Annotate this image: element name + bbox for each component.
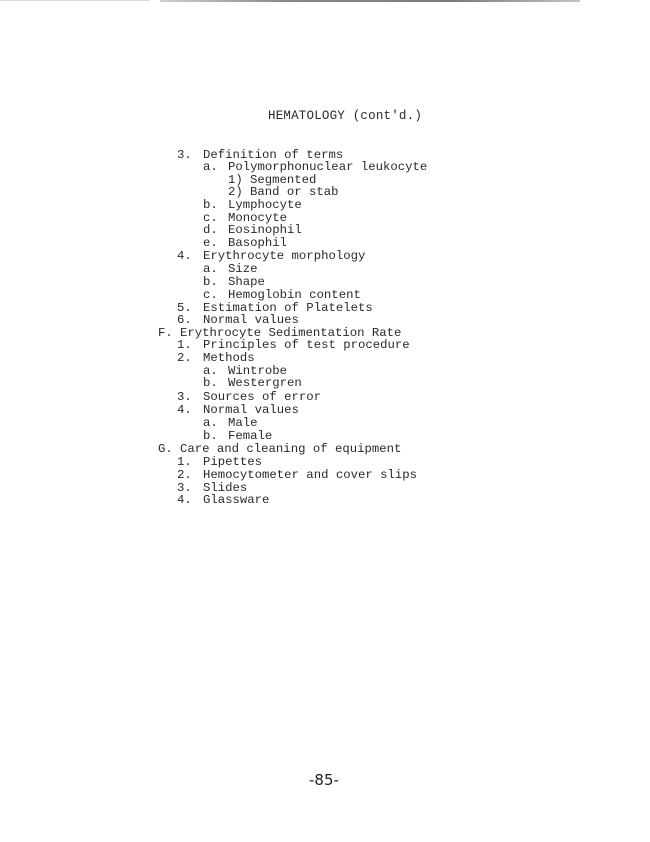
outline-text: Hemocytometer and cover slips	[203, 468, 418, 482]
outline-marker: 5.	[177, 301, 192, 315]
outline-text: Definition of terms	[203, 148, 344, 162]
outline-marker: a.	[203, 416, 218, 430]
outline-text: Female	[228, 429, 273, 443]
outline-text: Polymorphonuclear leukocyte	[228, 160, 428, 174]
scan-top-border	[160, 0, 580, 2]
outline-text: Wintrobe	[228, 364, 288, 378]
outline-text: Slides	[203, 481, 248, 495]
outline-text: Basophil	[228, 236, 288, 250]
outline-text: Sources of error	[203, 390, 322, 404]
outline-text: Normal values	[203, 403, 299, 417]
outline-text: Estimation of Platelets	[203, 301, 373, 315]
outline-marker: 2.	[177, 351, 192, 365]
outline-text: Methods	[203, 351, 255, 365]
outline-marker: 3.	[177, 148, 192, 162]
outline-marker: 1.	[177, 455, 192, 469]
outline-text: Glassware	[203, 493, 270, 507]
outline-text: Pipettes	[203, 455, 263, 469]
outline-marker: e.	[203, 236, 218, 250]
page-number: -85-	[309, 771, 339, 789]
outline-text: Monocyte	[228, 211, 288, 225]
outline-marker: b.	[203, 429, 218, 443]
outline-text: Westergren	[228, 376, 302, 390]
outline-text: Band or stab	[250, 185, 339, 199]
outline-text: Care and cleaning of equipment	[180, 442, 402, 456]
outline-marker: 2)	[228, 185, 243, 199]
scan-edge-mark	[0, 0, 150, 1]
outline-marker: 4.	[177, 249, 192, 263]
outline-text: Eosinophil	[228, 223, 302, 237]
outline-marker: G.	[158, 442, 173, 456]
outline-text: Principles of test procedure	[203, 338, 410, 352]
outline-marker: 6.	[177, 313, 192, 327]
outline-marker: c.	[203, 211, 218, 225]
outline-marker: 2.	[177, 468, 192, 482]
outline-text: Male	[228, 416, 258, 430]
outline-marker: F.	[158, 326, 173, 340]
outline-text: Shape	[228, 275, 265, 289]
outline-marker: a.	[203, 160, 218, 174]
outline-marker: c.	[203, 288, 218, 302]
outline-text: Erythrocyte Sedimentation Rate	[180, 326, 402, 340]
outline-marker: 1)	[228, 173, 243, 187]
outline-marker: b.	[203, 198, 218, 212]
outline-marker: 3.	[177, 390, 192, 404]
outline-text: Lymphocyte	[228, 198, 302, 212]
outline-marker: 1.	[177, 338, 192, 352]
outline-marker: a.	[203, 262, 218, 276]
outline-marker: b.	[203, 376, 218, 390]
outline-marker: 4.	[177, 493, 192, 507]
outline-marker: 4.	[177, 403, 192, 417]
outline-text: Normal values	[203, 313, 299, 327]
outline-marker: b.	[203, 275, 218, 289]
page-title: HEMATOLOGY (cont'd.)	[268, 109, 423, 123]
outline-marker: d.	[203, 223, 218, 237]
outline-marker: 3.	[177, 481, 192, 495]
outline-text: Erythrocyte morphology	[203, 249, 366, 263]
outline-text: Hemoglobin content	[228, 288, 361, 302]
outline-text: Segmented	[250, 173, 317, 187]
outline-text: Size	[228, 262, 258, 276]
outline-marker: a.	[203, 364, 218, 378]
